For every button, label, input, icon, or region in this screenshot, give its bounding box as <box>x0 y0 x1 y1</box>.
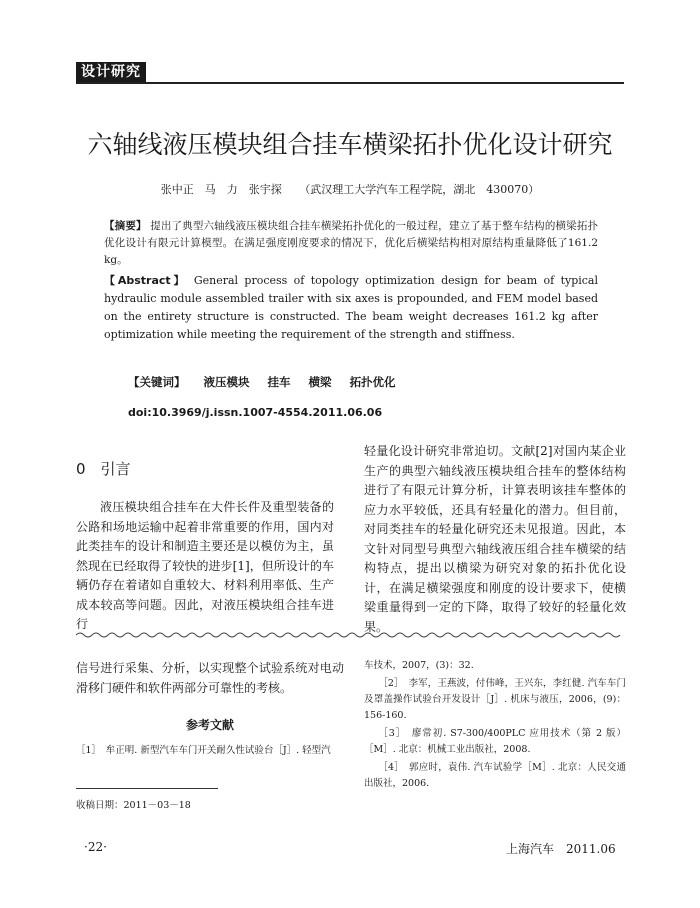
doi: doi:10.3969/j.issn.1007-4554.2011.06.06 <box>128 406 383 419</box>
abstract-en <box>104 272 598 344</box>
reference-1-cont: 车技术，2007，(3)：32. <box>364 660 474 671</box>
abstract-cn-label: 【摘要】 <box>104 220 147 232</box>
abstract-cn-text: 提出了典型六轴线液压模块组合挂车横梁拓扑优化的一般过程，建立了基于整车结构的横梁拓扑优化设计有限元计算模型。在满足强度刚度要求的情况下，优化后横梁结构相对原结构重量降低了161.2 kg。 <box>104 220 599 266</box>
reference-2: ［2］ 李军，王燕波，付伟峰，王兴东，李红健. 汽车车门及罩盖操作试验台开发设计［J］. 机床与液压，2006，(9)：156-160. <box>364 678 626 721</box>
keywords-label: 【关键词】 <box>128 375 186 389</box>
references-heading: 参考文献 <box>185 718 234 732</box>
intro-text-right: 轻量化设计研究非常迫切。文献[2]对国内某企业生产的典型六轴线液压模块组合挂车的整体结构进行了有限元计算分析，计算表明该挂车整体的应力水平较低，还具有轻量化的潜力。但目前，对同类挂车的轻量化研究还未见报道。因此，本文针对同型号典型六轴线液压组合挂车横梁的结构特点，提出以横梁为研究对象的拓扑优化设计，在满足横梁强度和刚度的设计要求下，使横梁重量得到一定的下降，取得了较好的轻量化效果。 <box>364 444 626 634</box>
section-heading-intro: 0 引言 <box>76 460 131 478</box>
abstract-en-text: General process of topology optimization design for beam of typical hydraulic module assembled trailer with six axes is propounded, and FEM model based on the entirety structure is constructed. The beam weight decreases 161.2 kg after optimization while meeting the requirement of the strength and stiffness. <box>104 274 599 341</box>
references-right <box>364 658 626 794</box>
keyword-item: 横梁 <box>308 375 332 389</box>
keyword-item: 挂车 <box>267 375 291 389</box>
abstract-en-label: 【Abstract】 <box>104 274 188 287</box>
keywords <box>128 374 410 390</box>
paper-title: 六轴线液压模块组合挂车横梁拓扑优化设计研究 <box>87 130 613 159</box>
reference-3: ［3］ 廖常初. S7-300/400PLC 应用技术（第 2 版）［M］. 北京：机械工业出版社，2008. <box>364 728 626 755</box>
authors-line <box>70 182 630 198</box>
author-names: 张中正 马 力 张宇探 <box>160 183 282 196</box>
footnote-rule <box>76 788 218 789</box>
author-affiliation: （武汉理工大学汽车工程学院，湖北 430070） <box>299 183 540 196</box>
section-tag: 设计研究 <box>76 62 146 82</box>
journal-issue: 上海汽车 2011.06 <box>506 842 616 856</box>
intro-text-left: 液压模块组合挂车在大件长件及重型装备的公路和场地运输中起着非常重要的作用，国内对此类挂车的设计和制造主要还是以模仿为主，虽然现在已经取得了较快的进步[1]，但所设计的车辆仍存在着诸如自重较大、材料利用率低、生产成本较高等问题。因此，对液压模块组合挂车进行 <box>76 500 334 631</box>
header-rule <box>76 82 624 84</box>
wavy-divider <box>76 630 624 640</box>
keyword-item: 拓扑优化 <box>349 375 396 389</box>
page-number: ·22· <box>84 840 107 854</box>
reference-1: ［1］ 牟正明. 新型汽车车门开关耐久性试验台［J］. 轻型汽 <box>76 745 331 756</box>
received-date: 收稿日期：2011－03－18 <box>76 800 191 811</box>
continuation-text: 信号进行采集、分析，以实现整个试验系统对电动滑移门硬件和软件两部分可靠性的考核。 <box>76 661 344 695</box>
reference-4: ［4］ 郭应时，袁伟. 汽车试验学［M］. 北京：人民交通出版社，2006. <box>364 762 626 789</box>
abstract-cn <box>104 218 598 269</box>
keyword-item: 液压模块 <box>203 375 250 389</box>
